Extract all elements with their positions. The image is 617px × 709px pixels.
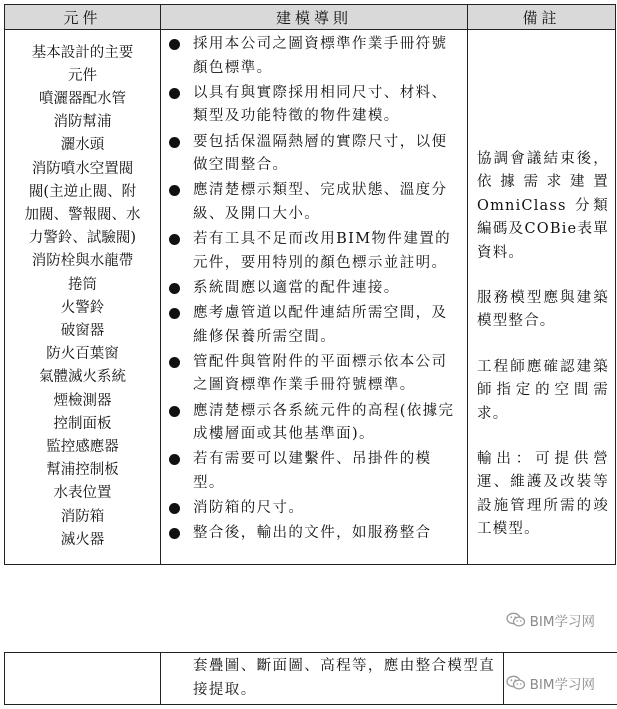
component-item: 幫浦控制板: [46, 462, 119, 479]
rule-text: 管配件與管附件的平面標示依本公司之圖資標準作業手冊符號標準。: [193, 353, 448, 394]
rule-item: [167, 33, 463, 80]
rule-text: 系統間應以適當的配件連接。: [193, 279, 400, 296]
rule-text: 以具有與實際採用相同尺寸、材料、類型及功能特徵的物件建模。: [193, 84, 448, 125]
header-component: 元件: [5, 5, 161, 30]
remarks-list: [468, 30, 616, 565]
bullet-icon: [169, 406, 180, 417]
component-item: 基本設計的主要: [31, 44, 134, 61]
rule-text: 要包括保溫隔熱層的實際尺寸，以便做空間整合。: [193, 133, 448, 174]
rule-item: [167, 351, 463, 398]
component-item: 元件: [68, 67, 97, 84]
component-item: 消防噴水空置閥: [31, 160, 134, 177]
bullet-icon: [169, 234, 180, 245]
component-list: [5, 30, 161, 565]
rule-item: [167, 448, 463, 495]
rule-item: [167, 497, 463, 521]
watermark-text: BIM学习网: [529, 614, 595, 630]
rule-item: [167, 400, 463, 447]
component-item: 灑水頭: [60, 137, 105, 154]
component-item: 破窗器: [60, 323, 105, 340]
remark-item: 協調會議結束後，依據需求建置 OmniClass 分類編碼及COBie表單資料。: [477, 151, 609, 261]
component-item: 消防幫浦: [53, 114, 112, 131]
wechat-icon: [506, 612, 526, 628]
header-remarks: 備註: [468, 5, 616, 30]
rule-text: 應清楚標示各系統元件的高程(依據完成樓層面或其他基準面)。: [193, 402, 455, 443]
watermark: [506, 610, 595, 630]
bullet-icon: [169, 283, 180, 294]
bullet-icon: [169, 454, 180, 465]
component-item: 噴灑器配水管: [39, 91, 126, 108]
rule-text: 應考慮管道以配件連結所需空間，及維修保養所需空間。: [193, 305, 448, 345]
rule-item: [167, 179, 463, 226]
remark-item: 服務模型應與建築模型整合。: [477, 290, 609, 330]
rule-text: 應清楚標示類型、完成狀態、溫度分級、及開口大小。: [193, 182, 448, 222]
rules-list: [161, 30, 468, 565]
remark-item: 輸出：可提供營運、維護及改裝等設施管理所需的竣工模型。: [477, 451, 609, 538]
component-item: 消防箱: [60, 508, 105, 525]
component-item: 煙檢測器: [53, 392, 112, 409]
bullet-icon: [169, 185, 180, 196]
bullet-icon: [169, 528, 180, 539]
rule-item: [167, 522, 463, 546]
component-item: 火警鈴: [60, 299, 105, 316]
rule-item: [167, 82, 463, 129]
component-item: 加閥、警報閥、水: [24, 207, 141, 224]
bullet-icon: [169, 39, 180, 50]
bullet-icon: [169, 503, 180, 514]
body-row: [5, 30, 616, 565]
component-item: 力警鈴、試驗閥): [28, 230, 137, 247]
component-item: 閥(主逆止閥、附: [28, 183, 137, 200]
bullet-icon: [169, 88, 180, 99]
wechat-icon: [506, 675, 526, 691]
bullet-icon: [169, 137, 180, 148]
continuation-rule-text: 套疊圖、斷面圖、高程等，應由整合模型直接提取。: [161, 653, 504, 705]
component-item: 防火百葉窗: [46, 346, 119, 363]
component-item: 捲筒: [68, 276, 97, 293]
remark-item: 工程師應確認建築師指定的空間需求。: [477, 358, 609, 422]
continuation-component-cell: [5, 653, 161, 705]
header-modeling-rules: 建模導則: [161, 5, 468, 30]
rule-item: [167, 277, 463, 301]
rule-item: [167, 131, 463, 178]
component-item: 氣體滅火系統: [39, 369, 126, 386]
watermark-text: BIM学习网: [529, 677, 595, 693]
watermark: [506, 673, 595, 693]
component-item: 控制面板: [53, 415, 112, 432]
header-row: [5, 5, 616, 30]
bim-guideline-table: [4, 4, 616, 565]
component-item: 滅火器: [60, 531, 105, 548]
rule-text: 若有需要可以建繫件、吊掛件的模型。: [193, 451, 432, 492]
rule-text: 消防箱的尺寸。: [193, 500, 305, 517]
rule-text: 若有工具不足而改用BIM物件建置的元件，要用特別的顏色標示並註明。: [193, 231, 452, 271]
rule-item: [167, 302, 463, 349]
rule-text: 採用本公司之圖資標準作業手冊符號顏色標準。: [193, 36, 448, 76]
bullet-icon: [169, 308, 180, 319]
bullet-icon: [169, 357, 180, 368]
rule-item: [167, 228, 463, 275]
component-item: 監控感應器: [46, 439, 119, 456]
component-item: 水表位置: [53, 485, 112, 502]
component-item: 消防栓與水龍帶: [31, 253, 134, 270]
rule-text: 整合後，輸出的文件，如服務整合: [193, 525, 432, 542]
